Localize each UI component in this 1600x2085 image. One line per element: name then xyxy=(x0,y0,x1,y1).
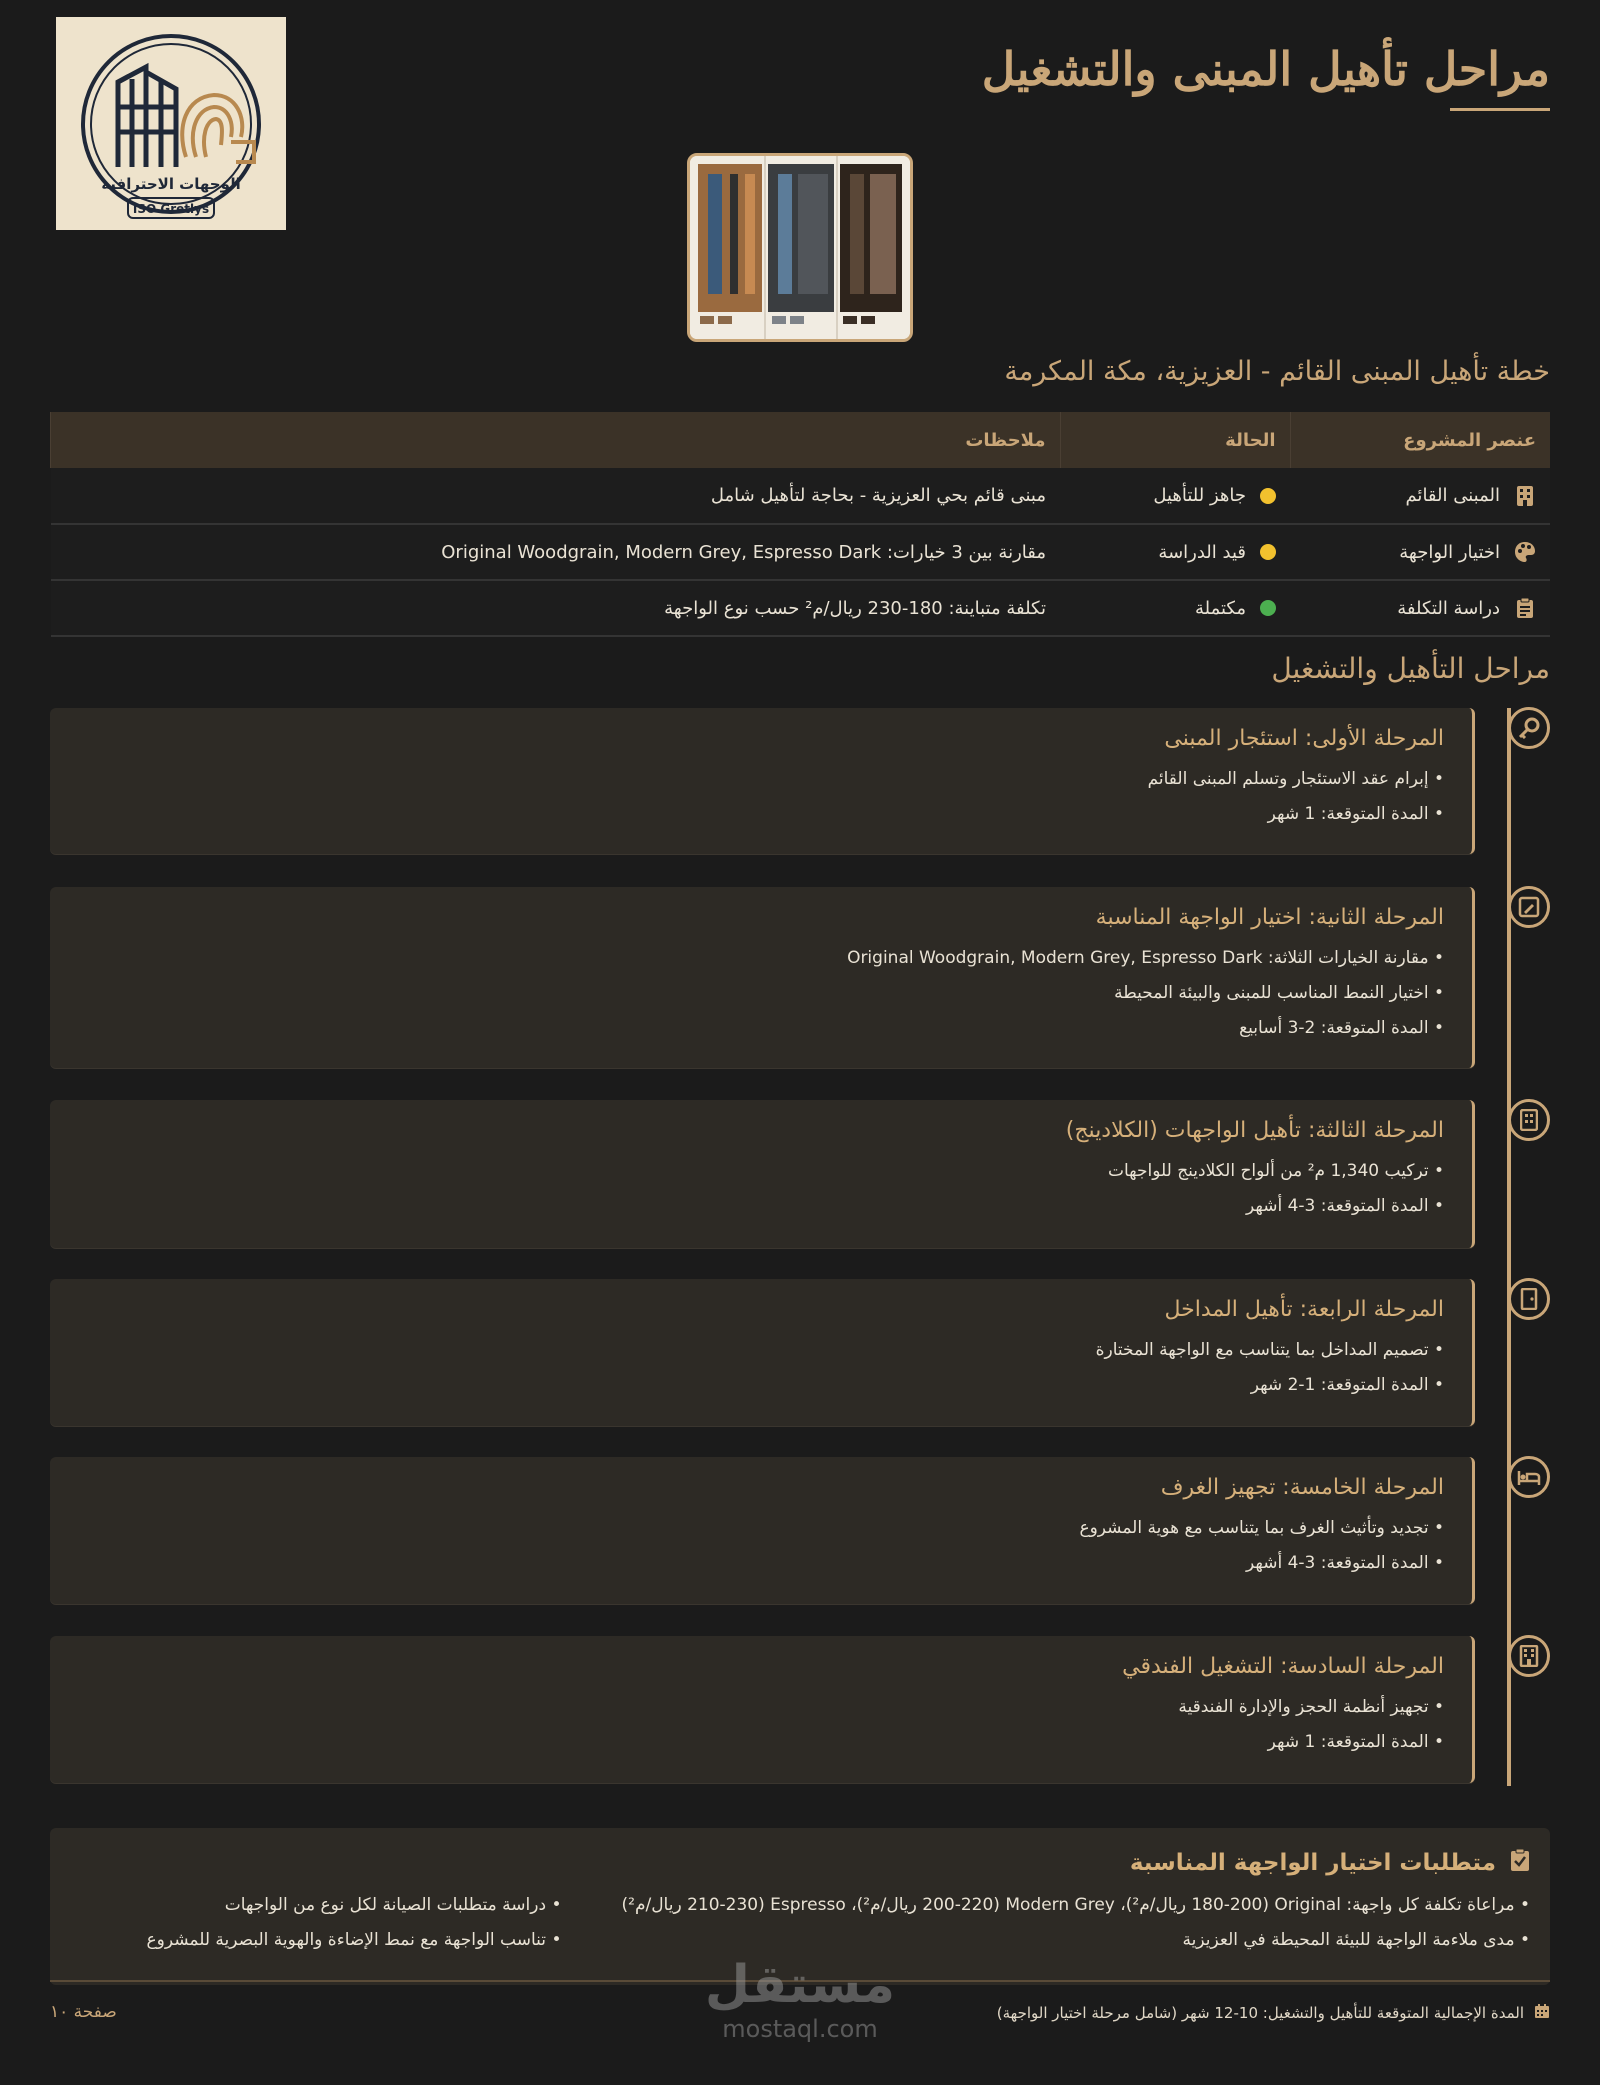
phase-title: المرحلة الثالثة: تأهيل الواجهات (الكلادينج) xyxy=(1065,1118,1444,1143)
logo-text: الوجهات الاحترافية xyxy=(101,175,241,193)
clipboard-icon xyxy=(1514,597,1536,619)
facade-options-image xyxy=(687,153,913,342)
plan-subtitle: خطة تأهيل المبنى القائم - العزيزية، مكة المكرمة xyxy=(1004,356,1550,387)
row-item-label: دراسة التكلفة xyxy=(1397,597,1500,619)
phase-bullet: • اختيار النمط المناسب للمبنى والبيئة المحيطة xyxy=(78,976,1444,1011)
phase-bullet: • تجهيز أنظمة الحجز والإدارة الفندقية xyxy=(78,1690,1444,1725)
hotel-icon xyxy=(1508,1635,1550,1677)
phase-bullet: • المدة المتوقعة: 1-2 شهر xyxy=(78,1368,1444,1403)
footer-note xyxy=(997,2003,1550,2023)
status-dot xyxy=(1260,488,1276,504)
row-note: تكلفة متباينة: 180-230 ريال/م² حسب نوع الواجهة xyxy=(51,580,1061,636)
phases-heading: مراحل التأهيل والتشغيل xyxy=(1271,652,1550,685)
row-item-label: اختيار الواجهة xyxy=(1399,541,1500,563)
page-title: مراحل تأهيل المبنى والتشغيل xyxy=(981,42,1550,96)
watermark xyxy=(700,1955,900,2055)
row-note: مبنى قائم بحي العزيزية - بحاجة لتأهيل شامل xyxy=(51,468,1061,524)
requirement-item: • مراعاة تكلفة كل واجهة: Original (180-200 ريال/م²)، Modern Grey (200-220 ريال/م²)، Espresso (210-230 ريال/م²) xyxy=(621,1888,1530,1923)
table-row xyxy=(51,580,1551,636)
page-number: صفحة ١٠ xyxy=(50,2002,117,2022)
phase-bullet: • تصميم المداخل بما يتناسب مع الواجهة المختارة xyxy=(78,1333,1444,1368)
status-dot xyxy=(1260,600,1276,616)
requirement-item: • دراسة متطلبات الصيانة لكل نوع من الواجهات xyxy=(146,1888,561,1923)
building-icon xyxy=(1514,485,1536,507)
bed-icon xyxy=(1508,1456,1550,1498)
phase-card xyxy=(50,1457,1475,1604)
watermark-latin: mostaql.com xyxy=(722,2015,878,2043)
phase-card xyxy=(50,887,1475,1068)
phase-card xyxy=(50,1279,1475,1426)
phase-title: المرحلة الرابعة: تأهيل المداخل xyxy=(1164,1297,1444,1322)
row-status: مكتملة xyxy=(1194,597,1246,619)
clipboard-check-icon xyxy=(1510,1848,1530,1878)
design-icon xyxy=(1508,886,1550,928)
title-underline xyxy=(1450,108,1550,111)
phase-title: المرحلة الثانية: اختيار الواجهة المناسبة xyxy=(1095,905,1444,930)
row-status: جاهز للتأهيل xyxy=(1153,485,1246,506)
phase-title: المرحلة الأولى: استئجار المبنى xyxy=(1164,726,1444,751)
phase-bullet: • تركيب 1,340 م² من ألواح الكلادينج للواجهات xyxy=(78,1154,1444,1189)
requirements-title: متطلبات اختيار الواجهة المناسبة xyxy=(1129,1850,1496,1876)
watermark-arabic: مستقل xyxy=(704,1955,896,2015)
table-row xyxy=(51,524,1551,580)
phase-bullet: • المدة المتوقعة: 3-4 أشهر xyxy=(78,1546,1444,1581)
phase-bullet: • المدة المتوقعة: 3-4 أشهر xyxy=(78,1189,1444,1224)
timeline-line xyxy=(1507,708,1511,1786)
company-logo xyxy=(56,17,286,230)
column-header-status: الحالة xyxy=(1060,412,1290,468)
logo-badge: ISO Gretlys xyxy=(132,202,210,216)
requirement-item: • تناسب الواجهة مع نمط الإضاءة والهوية البصرية للمشروع xyxy=(146,1923,561,1958)
phase-title: المرحلة الخامسة: تجهيز الغرف xyxy=(1160,1475,1444,1500)
building-icon xyxy=(1508,1099,1550,1141)
calendar-icon xyxy=(1534,2003,1550,2023)
phase-bullet: • مقارنة الخيارات الثلاثة: Original Woodgrain, Modern Grey, Espresso Dark xyxy=(78,941,1444,976)
phase-bullet: • إبرام عقد الاستئجار وتسلم المبنى القائم xyxy=(78,762,1444,797)
phase-bullet: • المدة المتوقعة: 2-3 أسابيع xyxy=(78,1011,1444,1046)
status-table xyxy=(50,412,1550,637)
phase-bullet: • المدة المتوقعة: 1 شهر xyxy=(78,797,1444,832)
phase-card xyxy=(50,1636,1475,1783)
phase-bullet: • المدة المتوقعة: 1 شهر xyxy=(78,1725,1444,1760)
phase-bullet: • تجديد وتأثيث الغرف بما يتناسب مع هوية المشروع xyxy=(78,1511,1444,1546)
door-icon xyxy=(1508,1278,1550,1320)
table-header-row xyxy=(51,412,1551,468)
status-dot xyxy=(1260,544,1276,560)
row-item-label: المبنى القائم xyxy=(1405,485,1500,506)
phase-card xyxy=(50,708,1475,854)
requirements-left-column xyxy=(146,1888,561,1958)
palette-icon xyxy=(1514,541,1536,563)
requirements-right-column xyxy=(621,1888,1530,1958)
row-status: قيد الدراسة xyxy=(1158,541,1246,563)
phase-title: المرحلة السادسة: التشغيل الفندقي xyxy=(1122,1654,1444,1679)
row-note: مقارنة بين 3 خيارات: Original Woodgrain, Modern Grey, Espresso Dark xyxy=(51,524,1061,580)
column-header-notes: ملاحظات xyxy=(51,412,1061,468)
logo-graphic xyxy=(56,17,286,230)
column-header-item: عنصر المشروع xyxy=(1290,412,1550,468)
footer-note-text: المدة الإجمالية المتوقعة للتأهيل والتشغيل: 10-12 شهر (شامل مرحلة اختيار الواجهة) xyxy=(996,2004,1524,2022)
requirement-item: • مدى ملاءمة الواجهة للبيئة المحيطة في العزيزية xyxy=(621,1923,1530,1958)
phase-card xyxy=(50,1100,1475,1248)
key-icon xyxy=(1508,707,1550,749)
table-row xyxy=(51,468,1551,524)
